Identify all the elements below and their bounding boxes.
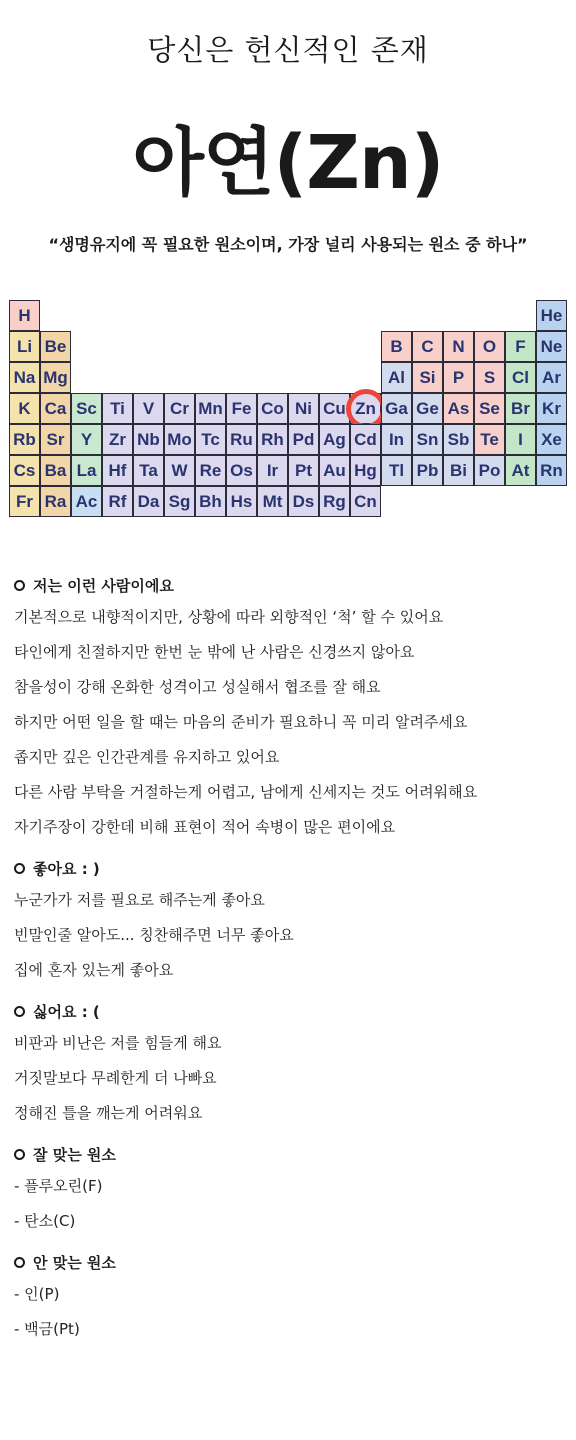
element-cell-ge: Ge [412,393,443,424]
element-cell-zn: Zn [350,393,381,424]
section-line: 빈말인줄 알아도... 칭찬해주면 너무 좋아요 [14,926,294,944]
element-cell-cl: Cl [505,362,536,393]
highlight-circle [346,389,386,429]
element-cell-li: Li [9,331,40,362]
element-cell-ga: Ga [381,393,412,424]
section-line: 기본적으로 내향적이지만, 상황에 따라 외향적인 ‘척’ 할 수 있어요 [14,608,444,626]
element-cell-n: N [443,331,474,362]
element-cell-ir: Ir [257,455,288,486]
element-cell-sc: Sc [71,393,102,424]
element-cell-hf: Hf [102,455,133,486]
element-cell-f: F [505,331,536,362]
element-cell-bh: Bh [195,486,226,517]
element-quote: “생명유지에 꼭 필요한 원소이며, 가장 널리 사용되는 원소 중 하나” [48,235,528,254]
element-cell-tc: Tc [195,424,226,455]
element-cell-ti: Ti [102,393,133,424]
element-cell-hg: Hg [350,455,381,486]
section-line: 좁지만 깊은 인간관계를 유지하고 있어요 [14,748,280,766]
section-title-text: 안 맞는 원소 [33,1253,116,1272]
element-cell-ta: Ta [133,455,164,486]
element-name-title: 아연(Zn) [132,120,444,206]
section-title [14,996,564,1026]
element-cell-rn: Rn [536,455,567,486]
circle-bullet-icon [14,580,25,591]
element-cell-ds: Ds [288,486,319,517]
section-line: 다른 사람 부탁을 거절하는게 어렵고, 남에게 신세지는 것도 어려워해요 [14,783,478,801]
section-line: 정해진 틀을 깨는게 어려워요 [14,1104,203,1122]
element-cell-v: V [133,393,164,424]
element-cell-tl: Tl [381,455,412,486]
element-cell-ag: Ag [319,424,350,455]
element-cell-os: Os [226,455,257,486]
section-0 [14,570,564,845]
section-title [14,1247,564,1277]
element-cell-be: Be [40,331,71,362]
element-cell-mo: Mo [164,424,195,455]
element-cell-in: In [381,424,412,455]
element-cell-cr: Cr [164,393,195,424]
element-cell-fe: Fe [226,393,257,424]
circle-bullet-icon [14,1006,25,1017]
element-cell-pb: Pb [412,455,443,486]
element-cell-kr: Kr [536,393,567,424]
element-cell-nb: Nb [133,424,164,455]
section-3 [14,1139,564,1239]
element-cell-sg: Sg [164,486,195,517]
section-line: - 플루오린(F) [14,1177,103,1195]
section-title-text: 싫어요 : ( [33,1002,100,1021]
element-cell-rg: Rg [319,486,350,517]
section-line: - 인(P) [14,1285,60,1303]
section-line: 누군가가 저를 필요로 해주는게 좋아요 [14,891,265,909]
section-4 [14,1247,564,1347]
section-title [14,853,564,883]
element-cell-pd: Pd [288,424,319,455]
element-cell-ra: Ra [40,486,71,517]
element-cell-ar: Ar [536,362,567,393]
element-cell-c: C [412,331,443,362]
element-cell-rh: Rh [257,424,288,455]
element-cell-zr: Zr [102,424,133,455]
element-cell-ne: Ne [536,331,567,362]
element-cell-mt: Mt [257,486,288,517]
element-cell-na: Na [9,362,40,393]
result-subtitle: 당신은 헌신적인 존재 [147,33,429,67]
section-line: 거짓말보다 무례한게 더 나빠요 [14,1069,217,1087]
element-cell-as: As [443,393,474,424]
element-cell-rf: Rf [102,486,133,517]
element-cell-ru: Ru [226,424,257,455]
element-cell-po: Po [474,455,505,486]
element-cell-k: K [9,393,40,424]
element-cell-cs: Cs [9,455,40,486]
element-cell-ac: Ac [71,486,102,517]
element-cell-sn: Sn [412,424,443,455]
section-line: 비판과 비난은 저를 힘들게 해요 [14,1034,222,1052]
element-cell-sr: Sr [40,424,71,455]
element-cell-y: Y [71,424,102,455]
section-title-text: 잘 맞는 원소 [33,1145,116,1164]
element-cell-cu: Cu [319,393,350,424]
element-cell-at: At [505,455,536,486]
element-cell-br: Br [505,393,536,424]
section-1 [14,853,564,988]
section-title [14,1139,564,1169]
element-cell-rb: Rb [9,424,40,455]
circle-bullet-icon [14,1149,25,1160]
element-cell-cd: Cd [350,424,381,455]
section-line: 참을성이 강해 온화한 성격이고 성실해서 협조를 잘 해요 [14,678,381,696]
element-cell-he: He [536,300,567,331]
section-line: 하지만 어떤 일을 할 때는 마음의 준비가 필요하니 꼭 미리 알려주세요 [14,713,468,731]
element-cell-co: Co [257,393,288,424]
element-cell-au: Au [319,455,350,486]
element-cell-la: La [71,455,102,486]
element-cell-ca: Ca [40,393,71,424]
element-cell-te: Te [474,424,505,455]
element-cell-o: O [474,331,505,362]
element-cell-fr: Fr [9,486,40,517]
element-cell-p: P [443,362,474,393]
element-cell-al: Al [381,362,412,393]
element-cell-bi: Bi [443,455,474,486]
section-title-text: 좋아요 : ) [33,859,100,878]
element-cell-xe: Xe [536,424,567,455]
element-cell-hs: Hs [226,486,257,517]
element-cell-se: Se [474,393,505,424]
section-2 [14,996,564,1131]
section-line: 타인에게 친절하지만 한번 눈 밖에 난 사람은 신경쓰지 않아요 [14,643,415,661]
element-cell-sb: Sb [443,424,474,455]
element-cell-mn: Mn [195,393,226,424]
circle-bullet-icon [14,1257,25,1268]
element-cell-w: W [164,455,195,486]
section-line: - 백금(Pt) [14,1320,80,1338]
element-cell-ba: Ba [40,455,71,486]
element-cell-b: B [381,331,412,362]
section-line: 자기주장이 강한데 비해 표현이 적어 속병이 많은 편이에요 [14,818,396,836]
personality-content [14,562,564,1347]
element-cell-i: I [505,424,536,455]
section-line: - 탄소(C) [14,1212,76,1230]
element-cell-cn: Cn [350,486,381,517]
element-cell-mg: Mg [40,362,71,393]
element-cell-pt: Pt [288,455,319,486]
section-line: 집에 혼자 있는게 좋아요 [14,961,174,979]
element-cell-si: Si [412,362,443,393]
element-cell-da: Da [133,486,164,517]
element-cell-re: Re [195,455,226,486]
section-title-text: 저는 이런 사람이에요 [33,576,174,595]
element-cell-ni: Ni [288,393,319,424]
periodic-table [9,300,569,522]
element-cell-s: S [474,362,505,393]
circle-bullet-icon [14,863,25,874]
section-title [14,570,564,600]
element-cell-h: H [9,300,40,331]
